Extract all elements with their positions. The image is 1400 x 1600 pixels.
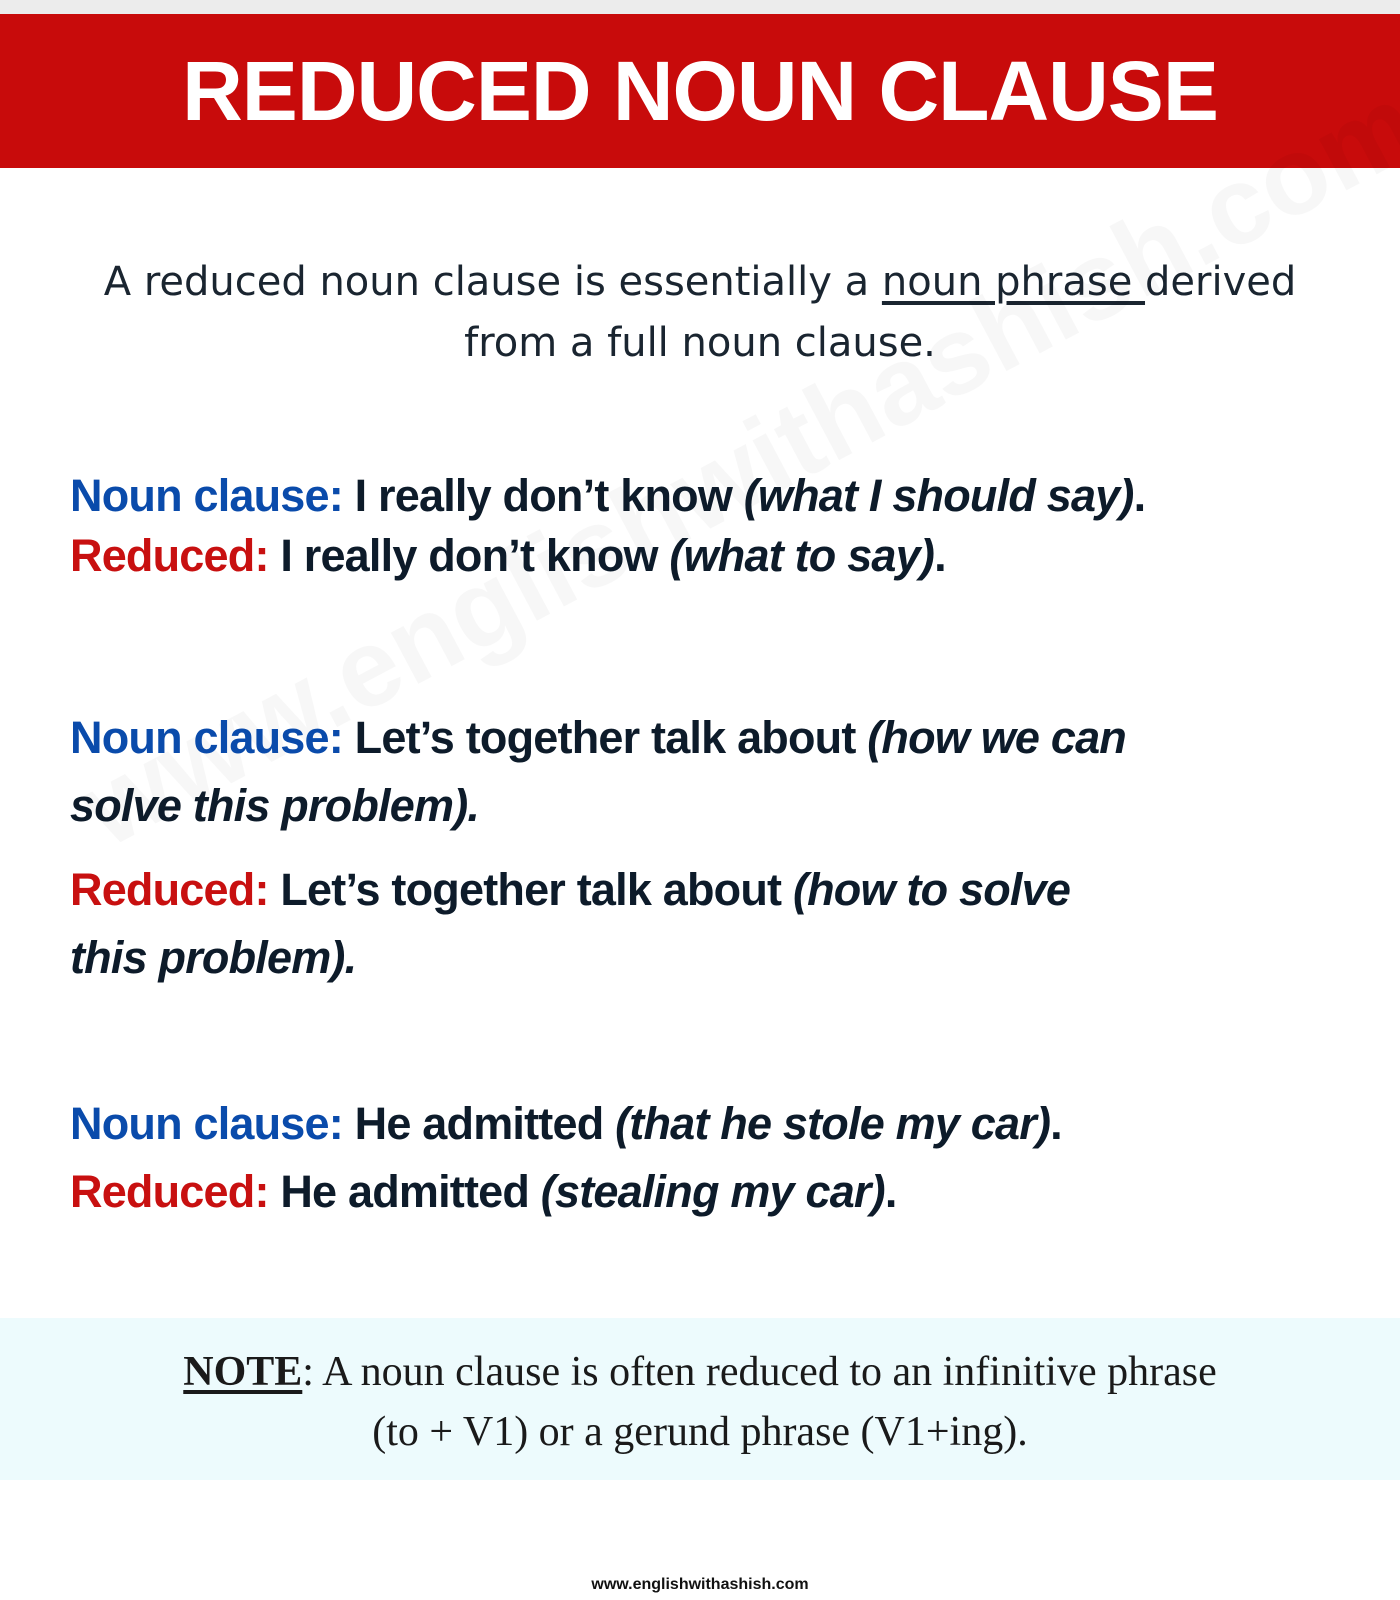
noun-clause-end: . — [1050, 1098, 1062, 1149]
reduced-label: Reduced: — [70, 530, 269, 581]
intro-underlined-term: noun phrase — [881, 259, 1146, 305]
intro-definition — [100, 252, 1300, 374]
note-label: NOTE — [183, 1349, 303, 1395]
reduced-main: I really don’t know — [268, 530, 670, 581]
reduced-italic: (how to solve — [792, 864, 1071, 915]
header-banner — [0, 14, 1400, 168]
noun-clause-italic-cont: solve this problem). — [70, 780, 480, 831]
reduced-end: . — [884, 1166, 897, 1217]
noun-clause-end: . — [1133, 470, 1146, 521]
noun-clause-line — [70, 704, 1350, 840]
reduced-line — [70, 856, 1350, 992]
reduced-end: . — [934, 530, 946, 581]
note-text — [80, 1342, 1320, 1462]
noun-clause-italic: (that he stole my car) — [615, 1098, 1051, 1149]
noun-clause-label: Noun clause: — [70, 470, 343, 521]
reduced-main: He admitted — [268, 1166, 541, 1217]
intro-text-end: derived — [1145, 259, 1297, 305]
noun-clause-main: Let’s together talk about — [342, 712, 868, 763]
noun-clause-label: Noun clause: — [70, 1098, 343, 1149]
example-3 — [70, 1090, 1350, 1226]
noun-clause-italic: (what I should say) — [743, 470, 1134, 521]
noun-clause-main: I really don’t know — [342, 470, 744, 521]
reduced-line — [70, 526, 1350, 586]
noun-clause-line — [70, 1090, 1350, 1158]
example-2 — [70, 704, 1350, 992]
reduced-main: Let’s together talk about — [268, 864, 793, 915]
example-1 — [70, 466, 1350, 586]
reduced-label: Reduced: — [70, 864, 269, 915]
page-title: REDUCED NOUN CLAUSE — [182, 43, 1218, 138]
note-box — [0, 1318, 1400, 1480]
reduced-italic: (stealing my car) — [540, 1166, 885, 1217]
reduced-italic: (what to say) — [669, 530, 935, 581]
noun-clause-italic: (how we can — [867, 712, 1126, 763]
note-text-line2: (to + V1) or a gerund phrase (V1+ing). — [372, 1409, 1028, 1455]
intro-text-start: A reduced noun clause is essentially a — [103, 259, 882, 305]
note-text-line1: : A noun clause is often reduced to an infinitive phrase — [302, 1349, 1217, 1395]
noun-clause-line — [70, 466, 1350, 526]
footer-url: www.englishwithashish.com — [591, 1576, 809, 1593]
top-strip — [0, 0, 1400, 14]
noun-clause-label: Noun clause: — [70, 712, 343, 763]
reduced-line — [70, 1158, 1350, 1226]
noun-clause-main: He admitted — [342, 1098, 616, 1149]
reduced-label: Reduced: — [70, 1166, 269, 1217]
intro-text-line2: from a full noun clause. — [464, 320, 936, 366]
reduced-italic-cont: this problem). — [70, 932, 357, 983]
